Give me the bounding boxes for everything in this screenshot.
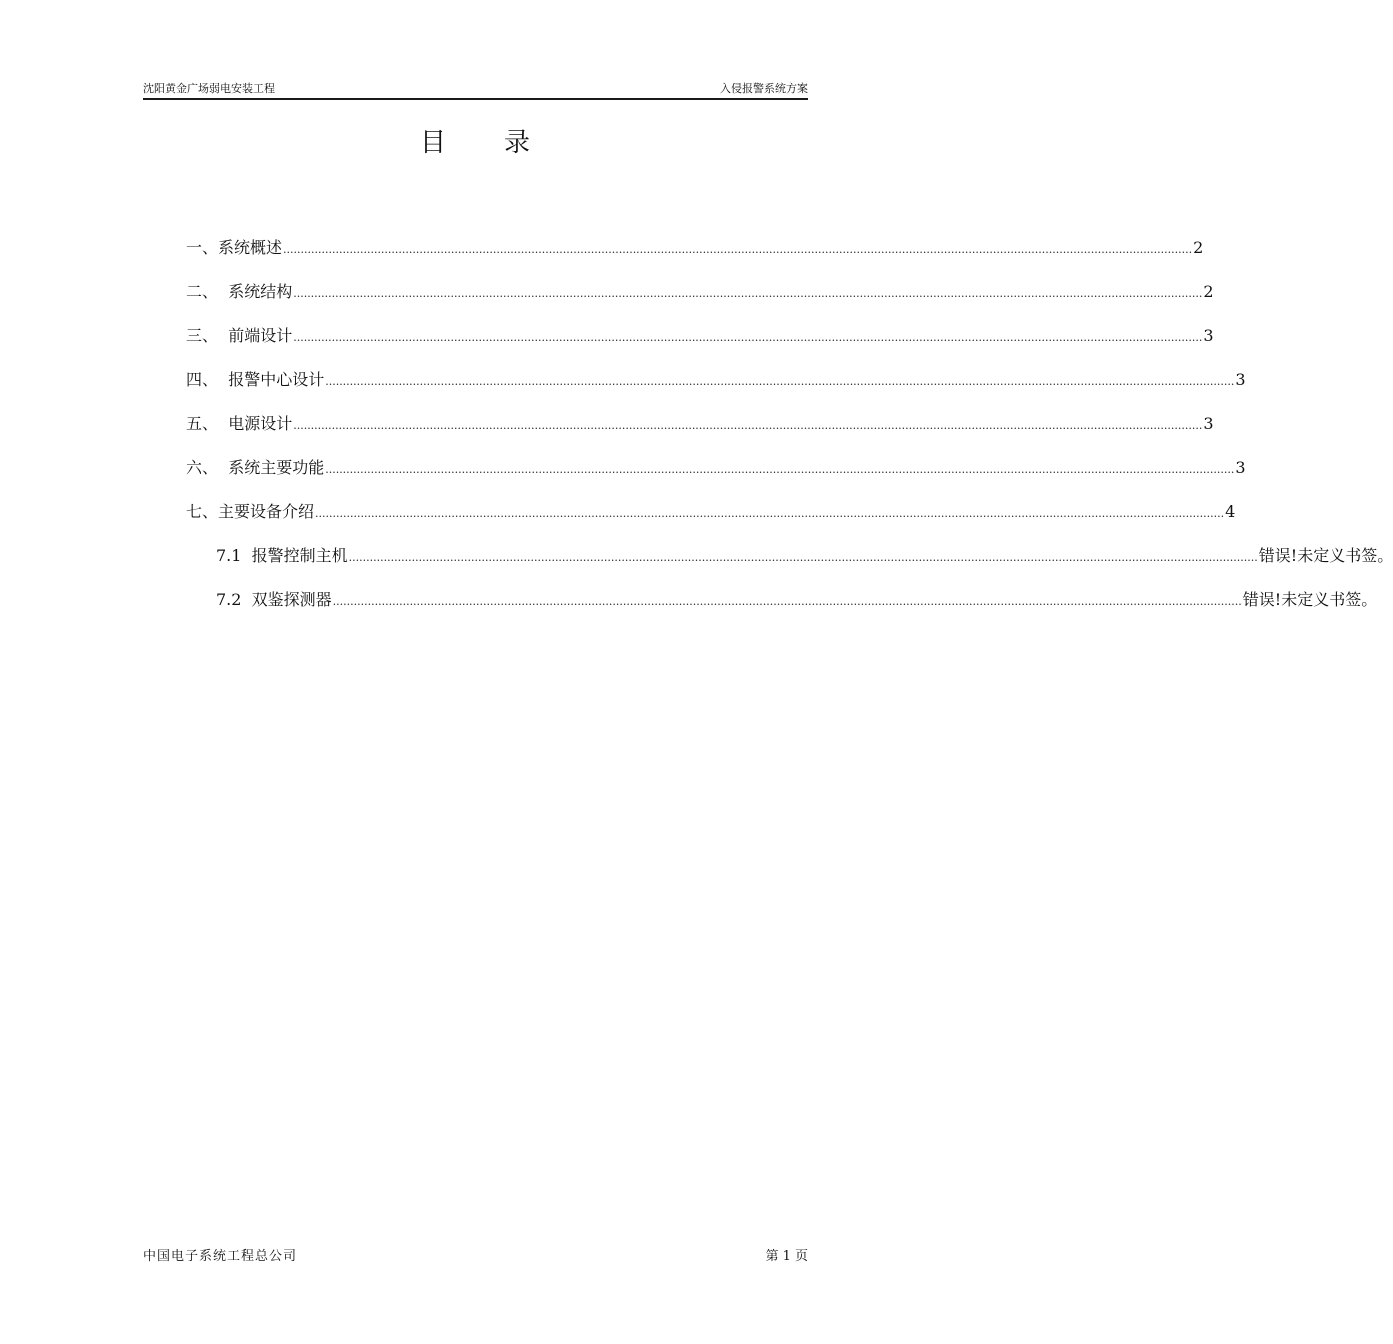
page-footer <box>143 1247 808 1267</box>
toc-entry[interactable] <box>186 498 1236 542</box>
toc-entry[interactable] <box>186 278 1214 322</box>
toc-subentry-label: 双鉴探测器 <box>251 590 332 609</box>
toc-entry-label: 系统结构 <box>228 282 293 301</box>
toc-entry[interactable] <box>186 322 1214 366</box>
toc-leader-dots: .................................................................................................................................................................................................................................................................... <box>293 287 1203 300</box>
toc-entry-page: 3 <box>1235 370 1246 389</box>
toc-entry-number: 二、 <box>186 282 229 301</box>
toc-entry[interactable] <box>186 366 1246 410</box>
toc-entry-label: 电源设计 <box>228 414 293 433</box>
toc-subentry-page: 错误!未定义书签。 <box>1258 546 1393 565</box>
toc-subentry[interactable] <box>186 586 1378 630</box>
toc-entry-label: 报警中心设计 <box>228 370 325 389</box>
toc-entry-label: 主要设备介绍 <box>218 502 315 521</box>
toc-entry-number: 四、 <box>186 370 229 389</box>
toc-entry-label: 系统概述 <box>218 238 283 257</box>
toc-entry-number: 三、 <box>186 326 229 345</box>
toc-subentry[interactable] <box>186 542 1393 586</box>
toc-entry-number: 五、 <box>186 414 229 433</box>
toc-leader-dots: .................................................................................................................................................................................................................................................................... <box>315 507 1225 520</box>
toc-leader-dots: .................................................................................................................................................................................................................................................................... <box>325 375 1235 388</box>
toc-subentry-label: 报警控制主机 <box>251 546 348 565</box>
toc-leader-dots: .................................................................................................................................................................................................................................................................... <box>325 463 1235 476</box>
toc-leader-dots: .................................................................................................................................................................................................................................................................... <box>293 419 1203 432</box>
toc-entry-page: 2 <box>1193 238 1204 257</box>
toc-entry-page: 4 <box>1225 502 1236 521</box>
toc-entry[interactable] <box>186 234 1204 278</box>
toc-leader-dots: .................................................................................................................................................................................................................................................................... <box>348 551 1258 564</box>
footer-page-number: 第 1 页 <box>765 1249 808 1264</box>
page-header <box>143 80 808 100</box>
toc-leader-dots: .................................................................................................................................................................................................................................................................... <box>283 243 1193 256</box>
toc-leader-dots: .................................................................................................................................................................................................................................................................... <box>293 331 1203 344</box>
toc-entry[interactable] <box>186 410 1214 454</box>
toc-entry-page: 3 <box>1203 326 1214 345</box>
toc-title: 目录 <box>419 128 588 158</box>
footer-company-name: 中国电子系统工程总公司 <box>143 1249 298 1264</box>
toc-entry-number: 七、 <box>186 502 219 521</box>
toc-entry[interactable] <box>186 454 1246 498</box>
toc-entry-page: 2 <box>1203 282 1214 301</box>
toc-leader-dots: .................................................................................................................................................................................................................................................................... <box>332 595 1242 608</box>
toc-entry-number: 六、 <box>186 458 229 477</box>
toc-subentry-page: 错误!未定义书签。 <box>1242 590 1378 609</box>
toc-entry-page: 3 <box>1203 414 1214 433</box>
toc-entry-number: 一、 <box>186 238 219 257</box>
header-document-name: 入侵报警系统方案 <box>720 82 808 95</box>
toc-entry-label: 前端设计 <box>228 326 293 345</box>
table-of-contents <box>186 234 1393 630</box>
toc-subentry-number: 7.1 <box>216 546 252 565</box>
toc-entry-page: 3 <box>1235 458 1246 477</box>
toc-subentry-number: 7.2 <box>216 590 252 609</box>
header-project-name: 沈阳黄金广场弱电安装工程 <box>143 82 275 95</box>
toc-entry-label: 系统主要功能 <box>228 458 325 477</box>
